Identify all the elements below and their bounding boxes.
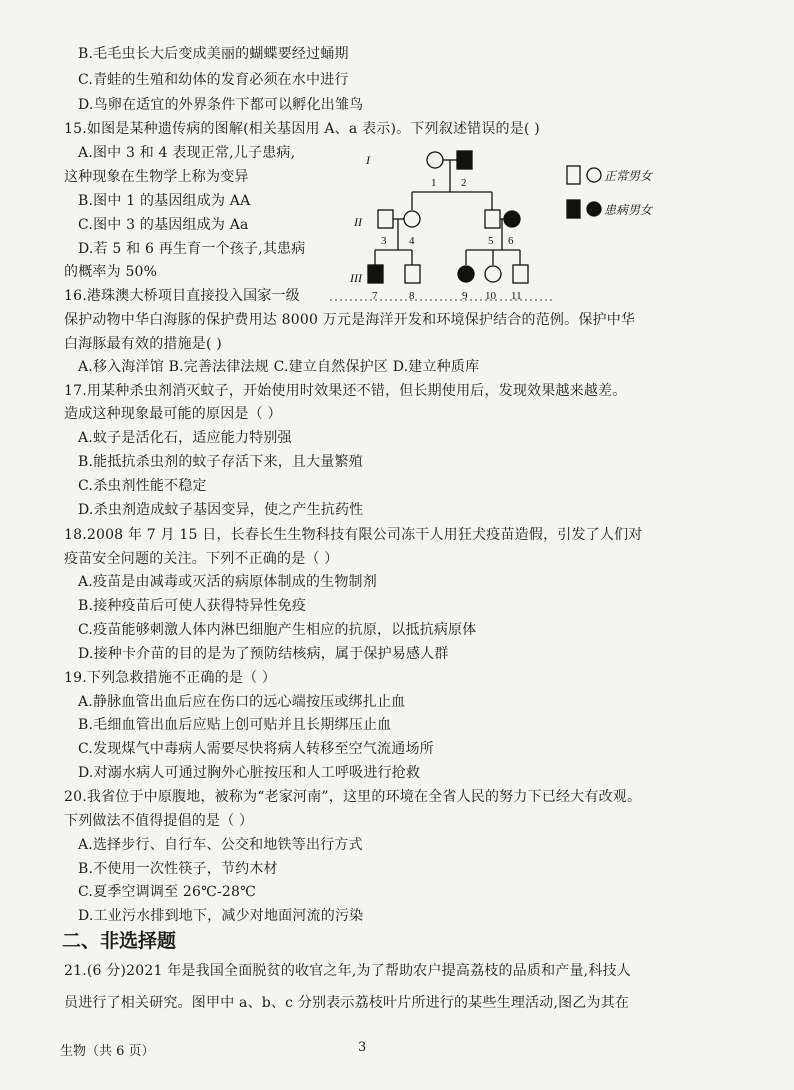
legend-normal-female-icon (587, 168, 601, 182)
person-number: 8 (409, 290, 415, 302)
section-heading: 二、非选择题 (62, 930, 177, 952)
question-17-stem: 17.用某种杀虫剂消灭蚊子，开始使用时效果还不错，但长期使用后，发现效果越来越差。 (64, 383, 627, 399)
option-line: 的概率为 50% (64, 264, 158, 280)
option-line: B.毛细血管出血后应贴上创可贴并且长期绑压止血 (78, 717, 392, 733)
question-16-stem: 16.港珠澳大桥项目直接投入国家一级 (64, 288, 300, 304)
person-10-normal-female (485, 266, 501, 282)
option-line: C.发现煤气中毒病人需要尽快将病人转移至空气流通场所 (78, 741, 434, 757)
legend-affected-male-icon (567, 200, 580, 218)
option-line: C.青蛙的生殖和幼体的发育必须在水中进行 (78, 72, 349, 88)
person-number: 10 (485, 290, 496, 302)
person-number: 11 (511, 290, 522, 302)
question-21-stem: 21.(6 分)2021 年是我国全面脱贫的收官之年,为了帮助农户提高荔枝的品质和产量,科技人 (64, 963, 631, 979)
page-number: 3 (358, 1040, 367, 1055)
option-line: B.不使用一次性筷子，节约木材 (78, 861, 278, 877)
person-number: 6 (508, 235, 514, 247)
person-7-affected-male (368, 265, 383, 283)
option-line: D.接种卡介苗的目的是为了预防结核病，属于保护易感人群 (78, 646, 449, 662)
person-9-affected-female (458, 266, 474, 282)
option-line: A.蚊子是活化石，适应能力特别强 (78, 430, 292, 446)
question-20-stem: 20.我省位于中原腹地，被称为“老家河南”，这里的环境在全省人民的努力下已经大有改观。 (64, 789, 642, 805)
person-1-normal-female (427, 152, 443, 168)
person-number: 9 (462, 290, 468, 302)
option-line: A.静脉血管出血后应在伤口的远心端按压或绑扎止血 (78, 694, 406, 710)
generation-label: I (366, 153, 370, 167)
option-line: D.鸟卵在适宜的外界条件下都可以孵化出雏鸟 (78, 97, 364, 113)
person-4-normal-female (404, 211, 420, 227)
question-line: 造成这种现象最可能的原因是（ ） (64, 406, 282, 422)
person-6-affected-female (504, 211, 520, 227)
person-number: 4 (409, 235, 415, 247)
generation-label: II (354, 215, 362, 229)
person-8-normal-male (405, 265, 420, 283)
pedigree-diagram (330, 140, 690, 310)
legend-affected-label: 患病男女 (604, 203, 653, 217)
person-11-normal-male (513, 265, 528, 283)
option-line: D.对溺水病人可通过胸外心脏按压和人工呼吸进行抢救 (78, 765, 421, 781)
generation-label: III (350, 271, 362, 285)
footer-subject: 生物（共 6 页） (60, 1044, 155, 1059)
question-line: 下列做法不值得提倡的是（ ） (64, 813, 254, 829)
option-line: B.毛毛虫长大后变成美丽的蝴蝶要经过蛹期 (78, 46, 349, 62)
legend-affected-female-icon (587, 202, 601, 216)
question-15-stem: 15.如图是某种遗传病的图解(相关基因用 A、a 表示)。下列叙述错误的是( ) (64, 121, 540, 137)
option-line: A.选择步行、自行车、公交和地铁等出行方式 (78, 837, 363, 853)
legend-normal-label: 正常男女 (604, 169, 653, 183)
option-line: B.接种疫苗后可使人获得特异性免疫 (78, 598, 307, 614)
option-line: C.疫苗能够刺激人体内淋巴细胞产生相应的抗原，以抵抗病原体 (78, 622, 477, 638)
option-line: A.移入海洋馆 B.完善法律法规 C.建立自然保护区 D.建立种质库 (78, 359, 480, 375)
option-line: A.图中 3 和 4 表现正常,儿子患病, (78, 145, 296, 161)
option-line: D.杀虫剂造成蚊子基因变异，使之产生抗药性 (78, 502, 364, 518)
question-18-stem: 18.2008 年 7 月 15 日，长春长生生物科技有限公司冻干人用狂犬疫苗造假，引发了人们对 (64, 527, 643, 543)
option-line: C.夏季空调调至 26℃-28℃ (78, 884, 256, 900)
person-number: 3 (381, 235, 387, 247)
option-line: C.杀虫剂性能不稳定 (78, 478, 207, 494)
question-line: 疫苗安全问题的关注。下列不正确的是（ ） (64, 551, 339, 567)
person-number: 2 (461, 177, 467, 189)
option-line: C.图中 3 的基因组成为 Aa (78, 217, 249, 233)
person-5-normal-male (485, 210, 500, 228)
person-number: 7 (372, 290, 378, 302)
person-number: 5 (488, 235, 494, 247)
option-line: 这种现象在生物学上称为变异 (64, 169, 249, 185)
option-line: D.工业污水排到地下，减少对地面河流的污染 (78, 908, 364, 924)
question-line: 保护动物中华白海豚的保护费用达 8000 万元是海洋开发和环境保护结合的范例。保护中华 (64, 312, 636, 328)
question-line: 员进行了相关研究。图甲中 a、b、c 分别表示荔枝叶片所进行的某些生理活动,图乙为其在 (64, 995, 630, 1011)
question-line: 白海豚最有效的措施是( ) (64, 336, 222, 352)
option-line: D.若 5 和 6 再生育一个孩子,其患病 (78, 241, 306, 257)
question-19-stem: 19.下列急救措施不正确的是（ ） (64, 670, 277, 686)
legend-normal-male-icon (567, 166, 580, 184)
person-number: 1 (431, 177, 437, 189)
person-3-normal-male (378, 210, 393, 228)
option-line: A.疫苗是由减毒或灭活的病原体制成的生物制剂 (78, 574, 377, 590)
option-line: B.图中 1 的基因组成为 AA (78, 193, 251, 209)
option-line: B.能抵抗杀虫剂的蚊子存活下来，且大量繁殖 (78, 454, 363, 470)
person-2-affected-male (457, 151, 472, 169)
